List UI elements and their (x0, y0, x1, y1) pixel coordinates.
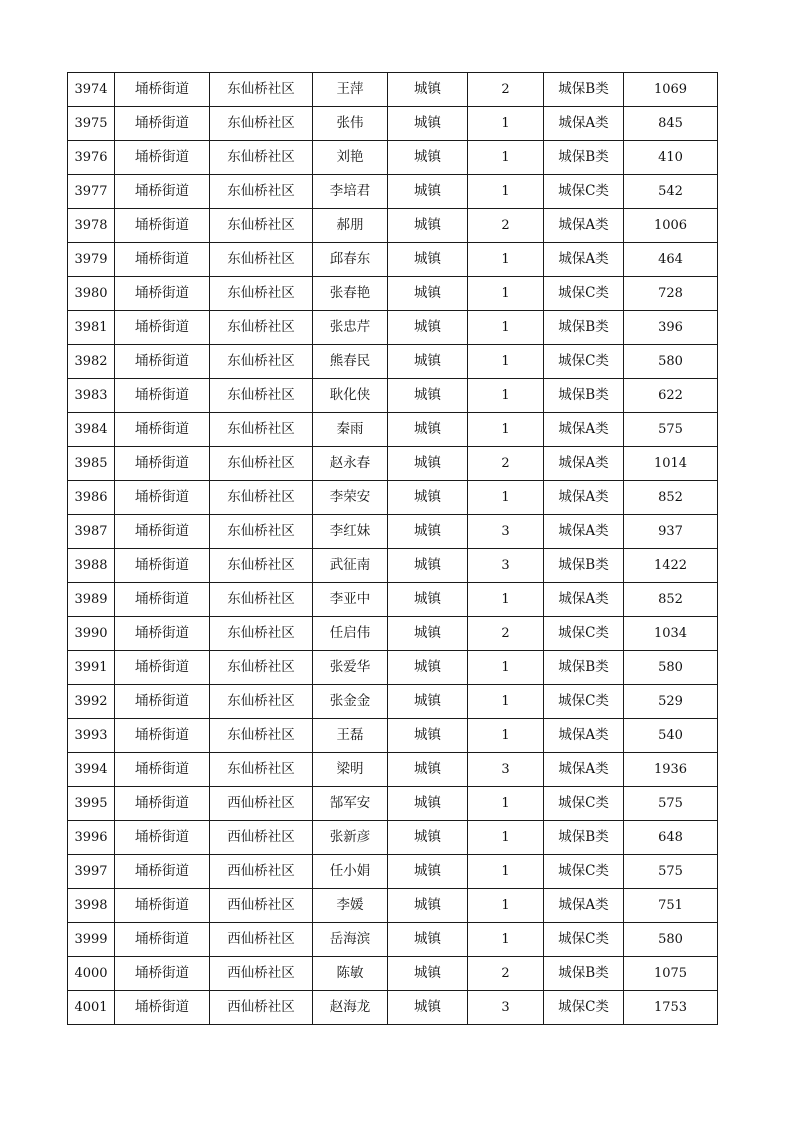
cell-community: 东仙桥社区 (210, 379, 313, 413)
cell-amount: 1069 (624, 73, 718, 107)
cell-community: 西仙桥社区 (210, 787, 313, 821)
cell-name: 李亚中 (313, 583, 388, 617)
cell-area-type: 城镇 (388, 821, 468, 855)
cell-household-count: 1 (468, 175, 544, 209)
cell-insurance-category: 城保A类 (544, 481, 624, 515)
cell-household-count: 1 (468, 787, 544, 821)
table-row (68, 277, 718, 311)
cell-serial-number: 3997 (68, 855, 115, 889)
cell-area-type: 城镇 (388, 787, 468, 821)
cell-insurance-category: 城保C类 (544, 923, 624, 957)
cell-street: 埇桥街道 (115, 175, 210, 209)
cell-name: 赵海龙 (313, 991, 388, 1025)
cell-street: 埇桥街道 (115, 413, 210, 447)
cell-street: 埇桥街道 (115, 617, 210, 651)
cell-amount: 396 (624, 311, 718, 345)
table-row (68, 447, 718, 481)
cell-amount: 575 (624, 855, 718, 889)
cell-community: 东仙桥社区 (210, 209, 313, 243)
cell-street: 埇桥街道 (115, 889, 210, 923)
table-row (68, 651, 718, 685)
cell-area-type: 城镇 (388, 141, 468, 175)
cell-insurance-category: 城保C类 (544, 617, 624, 651)
cell-household-count: 1 (468, 719, 544, 753)
cell-amount: 1936 (624, 753, 718, 787)
cell-area-type: 城镇 (388, 583, 468, 617)
cell-street: 埇桥街道 (115, 787, 210, 821)
cell-street: 埇桥街道 (115, 821, 210, 855)
cell-amount: 852 (624, 481, 718, 515)
cell-amount: 622 (624, 379, 718, 413)
cell-street: 埇桥街道 (115, 651, 210, 685)
table-row (68, 515, 718, 549)
cell-serial-number: 4001 (68, 991, 115, 1025)
cell-household-count: 1 (468, 277, 544, 311)
cell-household-count: 1 (468, 311, 544, 345)
cell-household-count: 1 (468, 855, 544, 889)
cell-serial-number: 3974 (68, 73, 115, 107)
cell-area-type: 城镇 (388, 549, 468, 583)
cell-insurance-category: 城保C类 (544, 345, 624, 379)
cell-street: 埇桥街道 (115, 209, 210, 243)
cell-area-type: 城镇 (388, 923, 468, 957)
cell-amount: 852 (624, 583, 718, 617)
cell-amount: 1006 (624, 209, 718, 243)
cell-community: 东仙桥社区 (210, 447, 313, 481)
cell-serial-number: 3979 (68, 243, 115, 277)
cell-insurance-category: 城保B类 (544, 311, 624, 345)
table-row (68, 107, 718, 141)
cell-serial-number: 3982 (68, 345, 115, 379)
cell-insurance-category: 城保A类 (544, 719, 624, 753)
cell-serial-number: 3998 (68, 889, 115, 923)
cell-community: 东仙桥社区 (210, 311, 313, 345)
cell-amount: 542 (624, 175, 718, 209)
cell-household-count: 1 (468, 685, 544, 719)
cell-name: 李培君 (313, 175, 388, 209)
cell-community: 东仙桥社区 (210, 413, 313, 447)
cell-insurance-category: 城保A类 (544, 583, 624, 617)
cell-area-type: 城镇 (388, 719, 468, 753)
table-row (68, 243, 718, 277)
cell-name: 郜军安 (313, 787, 388, 821)
cell-insurance-category: 城保C类 (544, 175, 624, 209)
cell-area-type: 城镇 (388, 481, 468, 515)
cell-household-count: 1 (468, 107, 544, 141)
cell-community: 东仙桥社区 (210, 515, 313, 549)
cell-serial-number: 3984 (68, 413, 115, 447)
cell-serial-number: 3976 (68, 141, 115, 175)
cell-area-type: 城镇 (388, 277, 468, 311)
cell-amount: 580 (624, 651, 718, 685)
table-row (68, 141, 718, 175)
cell-area-type: 城镇 (388, 413, 468, 447)
cell-street: 埇桥街道 (115, 753, 210, 787)
cell-household-count: 3 (468, 753, 544, 787)
cell-insurance-category: 城保A类 (544, 753, 624, 787)
cell-household-count: 1 (468, 243, 544, 277)
cell-insurance-category: 城保A类 (544, 447, 624, 481)
cell-amount: 575 (624, 787, 718, 821)
cell-area-type: 城镇 (388, 515, 468, 549)
cell-community: 东仙桥社区 (210, 277, 313, 311)
cell-insurance-category: 城保B类 (544, 141, 624, 175)
cell-community: 东仙桥社区 (210, 753, 313, 787)
cell-name: 秦雨 (313, 413, 388, 447)
cell-household-count: 2 (468, 209, 544, 243)
cell-serial-number: 3990 (68, 617, 115, 651)
cell-serial-number: 3992 (68, 685, 115, 719)
records-body (68, 73, 718, 1025)
cell-amount: 845 (624, 107, 718, 141)
cell-household-count: 1 (468, 651, 544, 685)
cell-household-count: 1 (468, 379, 544, 413)
cell-insurance-category: 城保C类 (544, 991, 624, 1025)
cell-serial-number: 3978 (68, 209, 115, 243)
table-row (68, 311, 718, 345)
cell-insurance-category: 城保A类 (544, 413, 624, 447)
cell-serial-number: 3993 (68, 719, 115, 753)
table-row (68, 753, 718, 787)
cell-amount: 575 (624, 413, 718, 447)
cell-insurance-category: 城保C类 (544, 277, 624, 311)
cell-street: 埇桥街道 (115, 855, 210, 889)
cell-serial-number: 3981 (68, 311, 115, 345)
cell-area-type: 城镇 (388, 379, 468, 413)
cell-street: 埇桥街道 (115, 957, 210, 991)
cell-area-type: 城镇 (388, 685, 468, 719)
cell-area-type: 城镇 (388, 107, 468, 141)
cell-amount: 580 (624, 345, 718, 379)
cell-community: 东仙桥社区 (210, 685, 313, 719)
cell-name: 李荣安 (313, 481, 388, 515)
cell-street: 埇桥街道 (115, 583, 210, 617)
cell-serial-number: 3980 (68, 277, 115, 311)
cell-name: 张忠芹 (313, 311, 388, 345)
cell-household-count: 1 (468, 889, 544, 923)
cell-community: 西仙桥社区 (210, 923, 313, 957)
cell-community: 东仙桥社区 (210, 175, 313, 209)
cell-community: 东仙桥社区 (210, 481, 313, 515)
cell-community: 东仙桥社区 (210, 549, 313, 583)
cell-area-type: 城镇 (388, 447, 468, 481)
cell-insurance-category: 城保C类 (544, 855, 624, 889)
table-row (68, 889, 718, 923)
table-row (68, 379, 718, 413)
cell-community: 东仙桥社区 (210, 719, 313, 753)
cell-insurance-category: 城保B类 (544, 549, 624, 583)
cell-street: 埇桥街道 (115, 923, 210, 957)
cell-insurance-category: 城保A类 (544, 243, 624, 277)
cell-name: 王磊 (313, 719, 388, 753)
table-row (68, 923, 718, 957)
cell-community: 东仙桥社区 (210, 583, 313, 617)
cell-community: 东仙桥社区 (210, 651, 313, 685)
cell-area-type: 城镇 (388, 617, 468, 651)
cell-serial-number: 3983 (68, 379, 115, 413)
cell-name: 张新彦 (313, 821, 388, 855)
table-row (68, 617, 718, 651)
table-row (68, 719, 718, 753)
table-row (68, 175, 718, 209)
cell-serial-number: 3999 (68, 923, 115, 957)
cell-community: 西仙桥社区 (210, 855, 313, 889)
cell-name: 刘艳 (313, 141, 388, 175)
cell-area-type: 城镇 (388, 209, 468, 243)
cell-name: 张金金 (313, 685, 388, 719)
cell-household-count: 1 (468, 583, 544, 617)
cell-household-count: 1 (468, 345, 544, 379)
cell-name: 张春艳 (313, 277, 388, 311)
cell-street: 埇桥街道 (115, 277, 210, 311)
cell-community: 东仙桥社区 (210, 345, 313, 379)
cell-street: 埇桥街道 (115, 73, 210, 107)
cell-name: 邱春东 (313, 243, 388, 277)
cell-street: 埇桥街道 (115, 447, 210, 481)
cell-area-type: 城镇 (388, 957, 468, 991)
cell-community: 东仙桥社区 (210, 617, 313, 651)
cell-amount: 1075 (624, 957, 718, 991)
cell-insurance-category: 城保A类 (544, 515, 624, 549)
cell-serial-number: 3994 (68, 753, 115, 787)
cell-serial-number: 3975 (68, 107, 115, 141)
cell-street: 埇桥街道 (115, 107, 210, 141)
table-row (68, 345, 718, 379)
cell-household-count: 1 (468, 481, 544, 515)
cell-name: 岳海滨 (313, 923, 388, 957)
cell-serial-number: 4000 (68, 957, 115, 991)
cell-community: 西仙桥社区 (210, 991, 313, 1025)
cell-insurance-category: 城保A类 (544, 107, 624, 141)
table-row (68, 685, 718, 719)
cell-amount: 728 (624, 277, 718, 311)
cell-name: 李媛 (313, 889, 388, 923)
cell-name: 耿化侠 (313, 379, 388, 413)
cell-serial-number: 3988 (68, 549, 115, 583)
table-row (68, 787, 718, 821)
cell-community: 东仙桥社区 (210, 243, 313, 277)
cell-serial-number: 3977 (68, 175, 115, 209)
cell-area-type: 城镇 (388, 243, 468, 277)
cell-area-type: 城镇 (388, 889, 468, 923)
cell-insurance-category: 城保B类 (544, 821, 624, 855)
cell-insurance-category: 城保B类 (544, 73, 624, 107)
table-row (68, 481, 718, 515)
cell-amount: 751 (624, 889, 718, 923)
table-row (68, 413, 718, 447)
cell-serial-number: 3991 (68, 651, 115, 685)
cell-street: 埇桥街道 (115, 141, 210, 175)
cell-serial-number: 3995 (68, 787, 115, 821)
cell-area-type: 城镇 (388, 345, 468, 379)
cell-amount: 464 (624, 243, 718, 277)
cell-street: 埇桥街道 (115, 243, 210, 277)
cell-street: 埇桥街道 (115, 719, 210, 753)
cell-area-type: 城镇 (388, 73, 468, 107)
cell-serial-number: 3996 (68, 821, 115, 855)
cell-street: 埇桥街道 (115, 481, 210, 515)
table-row (68, 209, 718, 243)
cell-amount: 1422 (624, 549, 718, 583)
cell-household-count: 2 (468, 447, 544, 481)
cell-insurance-category: 城保A类 (544, 209, 624, 243)
cell-community: 东仙桥社区 (210, 73, 313, 107)
cell-insurance-category: 城保B类 (544, 957, 624, 991)
cell-street: 埇桥街道 (115, 345, 210, 379)
table-row (68, 855, 718, 889)
cell-community: 东仙桥社区 (210, 141, 313, 175)
cell-household-count: 3 (468, 549, 544, 583)
cell-area-type: 城镇 (388, 311, 468, 345)
cell-name: 熊春民 (313, 345, 388, 379)
cell-household-count: 2 (468, 73, 544, 107)
records-table (67, 72, 718, 1025)
cell-name: 任小娟 (313, 855, 388, 889)
cell-amount: 1014 (624, 447, 718, 481)
table-row (68, 549, 718, 583)
cell-insurance-category: 城保A类 (544, 889, 624, 923)
cell-amount: 1034 (624, 617, 718, 651)
cell-insurance-category: 城保C类 (544, 787, 624, 821)
cell-insurance-category: 城保B类 (544, 379, 624, 413)
cell-area-type: 城镇 (388, 753, 468, 787)
table-row (68, 957, 718, 991)
cell-community: 东仙桥社区 (210, 107, 313, 141)
cell-amount: 529 (624, 685, 718, 719)
cell-street: 埇桥街道 (115, 991, 210, 1025)
cell-amount: 937 (624, 515, 718, 549)
table-row (68, 821, 718, 855)
cell-street: 埇桥街道 (115, 685, 210, 719)
cell-serial-number: 3987 (68, 515, 115, 549)
cell-serial-number: 3989 (68, 583, 115, 617)
cell-street: 埇桥街道 (115, 549, 210, 583)
cell-community: 西仙桥社区 (210, 957, 313, 991)
cell-household-count: 3 (468, 991, 544, 1025)
cell-insurance-category: 城保B类 (544, 651, 624, 685)
cell-area-type: 城镇 (388, 991, 468, 1025)
table-row (68, 73, 718, 107)
cell-household-count: 2 (468, 957, 544, 991)
table-row (68, 991, 718, 1025)
cell-name: 张爱华 (313, 651, 388, 685)
cell-amount: 580 (624, 923, 718, 957)
cell-name: 赵永春 (313, 447, 388, 481)
cell-street: 埇桥街道 (115, 311, 210, 345)
cell-area-type: 城镇 (388, 651, 468, 685)
cell-household-count: 3 (468, 515, 544, 549)
cell-serial-number: 3985 (68, 447, 115, 481)
table-row (68, 583, 718, 617)
cell-household-count: 1 (468, 413, 544, 447)
cell-insurance-category: 城保C类 (544, 685, 624, 719)
cell-household-count: 1 (468, 141, 544, 175)
cell-amount: 1753 (624, 991, 718, 1025)
cell-serial-number: 3986 (68, 481, 115, 515)
cell-area-type: 城镇 (388, 175, 468, 209)
cell-community: 西仙桥社区 (210, 821, 313, 855)
cell-name: 梁明 (313, 753, 388, 787)
cell-household-count: 1 (468, 923, 544, 957)
cell-street: 埇桥街道 (115, 515, 210, 549)
cell-name: 武征南 (313, 549, 388, 583)
cell-amount: 540 (624, 719, 718, 753)
cell-household-count: 1 (468, 821, 544, 855)
cell-name: 王萍 (313, 73, 388, 107)
cell-name: 李红妹 (313, 515, 388, 549)
cell-amount: 648 (624, 821, 718, 855)
cell-area-type: 城镇 (388, 855, 468, 889)
cell-community: 西仙桥社区 (210, 889, 313, 923)
cell-household-count: 2 (468, 617, 544, 651)
cell-name: 任启伟 (313, 617, 388, 651)
cell-name: 郝朋 (313, 209, 388, 243)
cell-amount: 410 (624, 141, 718, 175)
cell-street: 埇桥街道 (115, 379, 210, 413)
cell-name: 陈敏 (313, 957, 388, 991)
cell-name: 张伟 (313, 107, 388, 141)
